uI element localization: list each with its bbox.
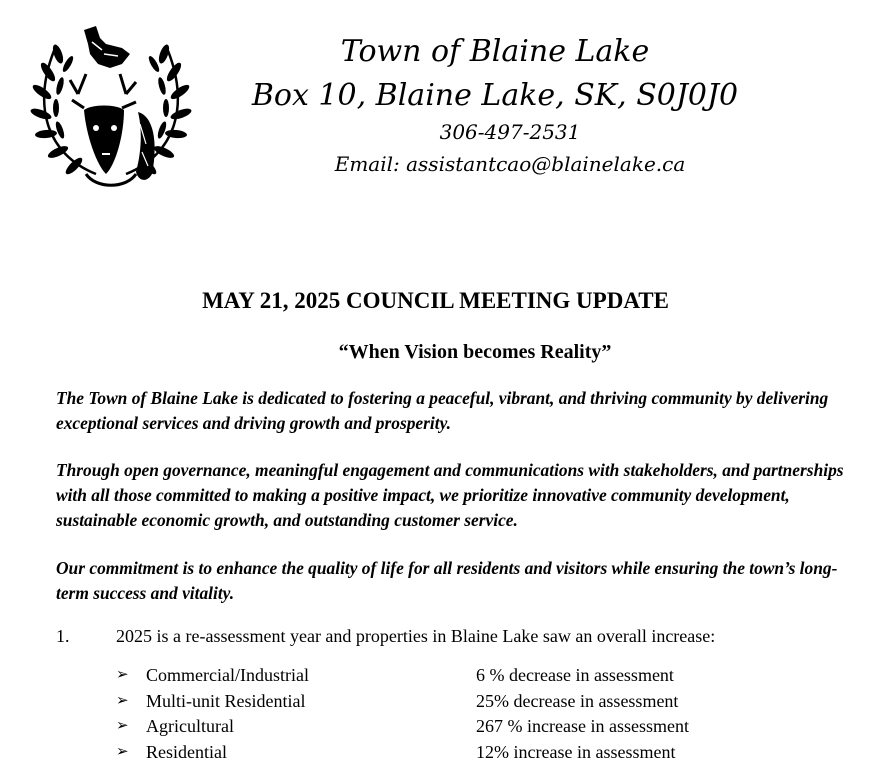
item-number: 1. xyxy=(56,626,70,646)
email-address: Email: assistantcao@blainelake.ca xyxy=(334,152,686,176)
property-category: Residential xyxy=(146,741,227,762)
property-category: Agricultural xyxy=(146,716,234,736)
mission-paragraph-2: Through open governance, meaningful engagement and communications with stakeholders, and partnerships with all those committed to making a positive impact, we prioritize innovative community development, sustainable economic growth, and outstanding customer service. xyxy=(56,460,844,530)
mission-paragraph-3: Our commitment is to enhance the quality of life for all residents and visitors while ensuring the town’s long-term success and vitality. xyxy=(56,558,838,603)
tagline: “When Vision becomes Reality” xyxy=(338,341,612,363)
arrow-bullet-icon: ➢ xyxy=(116,743,129,760)
document-title: MAY 21, 2025 COUNCIL MEETING UPDATE xyxy=(202,288,669,313)
arrow-bullet-icon: ➢ xyxy=(116,718,129,734)
assessment-change: 6 % decrease in assessment xyxy=(476,665,674,685)
phone-number: 306-497-2531 xyxy=(439,120,581,144)
town-crest-logo xyxy=(26,24,196,196)
property-category: Commercial/Industrial xyxy=(146,665,309,685)
town-address: Box 10, Blaine Lake, SK, S0J0J0 xyxy=(251,78,739,113)
assessment-change: 267 % increase in assessment xyxy=(476,716,689,736)
mission-paragraph-1: The Town of Blaine Lake is dedicated to fostering a peaceful, vibrant, and thriving community by delivering exceptional services and driving growth and prosperity. xyxy=(56,388,829,433)
list-item xyxy=(116,740,816,766)
assessment-change: 12% increase in assessment xyxy=(476,741,676,762)
arrow-bullet-icon: ➢ xyxy=(116,667,129,683)
assessment-change-list xyxy=(116,663,816,765)
assessment-change: 25% decrease in assessment xyxy=(476,690,679,711)
item-text: 2025 is a re-assessment year and properties in Blaine Lake saw an overall increase: xyxy=(116,626,716,646)
list-item xyxy=(116,689,816,715)
arrow-bullet-icon: ➢ xyxy=(116,692,129,709)
list-item xyxy=(116,663,816,689)
town-name: Town of Blaine Lake xyxy=(340,34,650,69)
property-category: Multi-unit Residential xyxy=(146,690,306,711)
list-item xyxy=(116,714,816,740)
